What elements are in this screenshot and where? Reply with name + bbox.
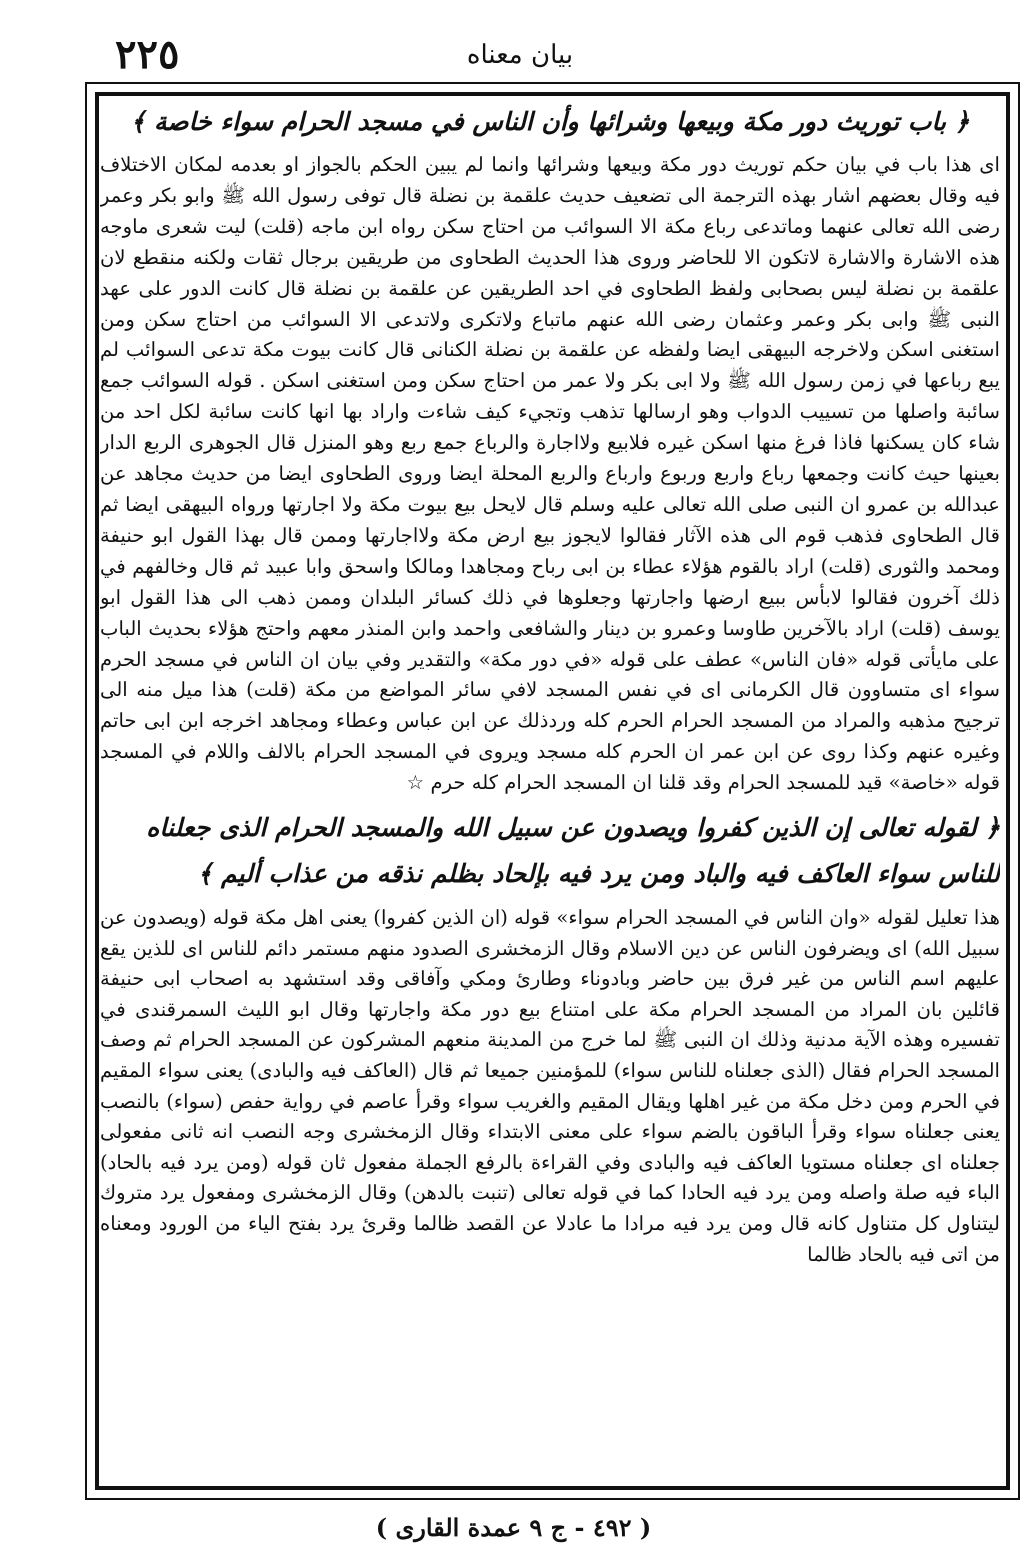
verse-commentary: هذا تعليل لقوله «وان الناس في المسجد الحرام سواء» قوله (ان الذين كفروا) يعنى اهل مكة قوله (ويصدون عن سبيل الله) اى ويضرفون الناس عن دين الاسلام وقال الزمخشرى الصدود منهم مستمر دائم للناس اى للذين يقع عليهم اسم الناس من غير فرق بين حاضر وبادوناء وطارئ ومكي وآفاقى وقد استشهد به اصحاب ابى حنيفة قائلين بان المراد من المسجد الحرام مكة على امتناع بيع دور مكة واجارتها وقال ابو الليث السمرقندى في تفسيره وهذه الآية مدنية وذلك ان النبى ﷺ لما خرج من المدينة منعهم المشركون عن المسجد الحرام ثم وصف المسجد الحرام فقال (الذى جعلناه للناس سواء) للمؤمنين جميعا ثم قال (العاكف فيه والبادى) يعنى سواء المقيم في الحرم ومن دخل مكة من غير اهلها ويقال المقيم والغريب سواء وقرأ عاصم في رواية حفص (سواء) بالنصب يعنى جعلناه سواء وقرأ الباقون بالضم سواء على معنى الابتداء وقال الزمخشرى وجه النصب انه ثانى مفعولى جعلناه اى جعلناه مستويا العاكف فيه والبادى وفي القراءة بالرفع الجملة مفعول ثان قوله (ومن يرد فيه بالحاد) الباء فيه صلة واصله ومن يرد فيه الحادا كما في قوله تعالى (تنبت بالدهن) وقال الزمخشرى ومفعول يرد متروك ليتناول كل متناول كانه قال ومن يرد فيه مرادا ما عادلا عن القصد ظالما وقرئ يرد بفتح الياء من الورود ومعناه من اتى فيه بالحاد ظالما [100,906,1000,1266]
page-content [100,98,1000,1488]
page-footer: ( ٤٩٢ - ج ٩ عمدة القارى ) [375,1513,652,1542]
running-title: بيان معناه [466,40,574,70]
page-number: ٢٢٥ [115,31,180,78]
chapter-heading: ﴿ باب توريث دور مكة وبيعها وشرائها وأن الناس في مسجد الحرام سواء خاصة ﴾ [130,107,970,136]
page-header [60,30,980,80]
quran-verse-heading: ﴿ لقوله تعالى إن الذين كفروا ويصدون عن سبيل الله والمسجد الحرام الذى جعلناه للناس سواء العاكف فيه والباد ومن يرد فيه بإلحاد بظلم نذقه من عذاب أليم ﴾ [146,813,1000,889]
chapter-commentary: اى هذا باب في بيان حكم توريث دور مكة وبيعها وشرائها وانما لم يبين الحكم بالجواز او بعدمه لمكان الاختلاف فيه وقال بعضهم اشار بهذه الترجمة الى تضعيف حديث علقمة بن نضلة قال توفى رسول الله ﷺ وابو بكر وعمر رضى الله تعالى عنهما وماتدعى رباع مكة الا السوائب من احتاج سكن رواه ابن ماجه (قلت) ليت شعرى ماوجه هذه الاشارة والاشارة لاتكون الا للحاضر وروى هذا الحديث الطحاوى من طريقين برجال ثقات ولكنه منقطع لان علقمة بن نضلة ليس بصحابى ولفظ الطحاوى في احد الطريقين عن علقمة بن نضلة قال كانت الدور على عهد النبى ﷺ وابى بكر وعمر وعثمان رضى الله عنهم ماتباع ولاتكرى ولاتدعى الا السوائب من احتاج سكن ومن استغنى اسكن ولاخرجه البيهقى ايضا ولفظه عن علقمة بن نضلة الكنانى قال كانت بيوت مكة تدعى السوائب لم يبع رباعها في زمن رسول الله ﷺ ولا ابى بكر ولا عمر من احتاج سكن ومن استغنى اسكن . قوله السوائب جمع سائبة واصلها من تسييب الدواب وهو ارسالها تذهب وتجيء كيف شاءت واراد بها انها كانت سائبة لكل احد من شاء كان يسكنها فاذا فرغ منها اسكن غيره فلابيع ولااجارة والرباع جمع ربع وهو المنزل قال الجوهرى الربع الدار بعينها حيث كانت وجمعها رباع واربع وربوع وارباع والربع المحلة ايضا وروى الطحاوى ايضا من حديث مجاهد عن عبدالله بن عمرو ان النبى صلى الله تعالى عليه وسلم قال لايحل بيع بيوت مكة ولا اجارتها ورواه البيهقى ايضا ثم قال الطحاوى فذهب قوم الى هذه الآثار فقالوا لايجوز بيع ارض مكة ولااجارتها وممن قال بهذا القول ابو حنيفة ومحمد والثورى (قلت) اراد بالقوم هؤلاء عطاء بن ابى رباح ومجاهدا ومالكا واسحق وابا عبيد ثم قال وخالفهم في ذلك آخرون فقالوا لابأس ببيع ارضها واجارتها وجعلوها في ذلك كسائر البلدان وممن ذهب الى هذا القول ابو يوسف (قلت) اراد بالآخرين طاوسا وعمرو بن دينار والشافعى واحمد وابن المنذر معهم واحتج هؤلاء بحديث الباب على مايأتى قوله «فان الناس» عطف على قوله «في دور مكة» والتقدير وفي بيان ان الناس في مسجد الحرم سواء اى متساوون قال الكرمانى اى في نفس المسجد لافي سائر المواضع من مكة (قلت) هذا ميل منه الى ترجيح مذهبه والمراد من المسجد الحرام الحرم كله وردذلك عن ابن عباس وعطاء ومجاهد اخرجه ابن ابى حاتم وغيره عنهم وكذا روى عن ابن عمر ان الحرم كله مسجد ويروى في المسجد الحرام بالالف واللام في المسجد قوله «خاصة» قيد للمسجد الحرام وقد قلنا ان المسجد الحرام كله حرم ☆ [100,153,1000,795]
